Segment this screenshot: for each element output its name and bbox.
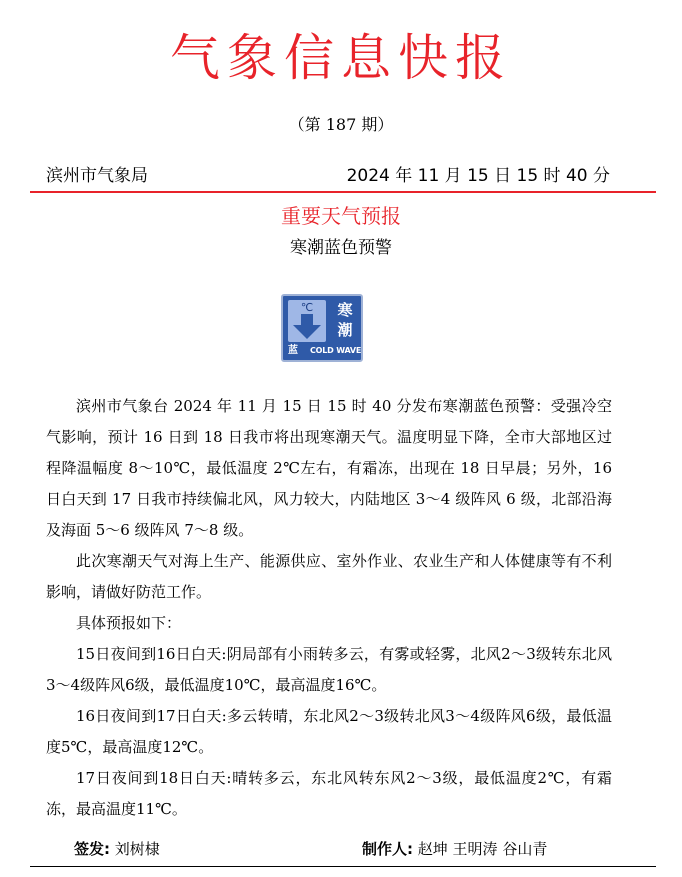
issue-number: （第 187 期） — [288, 115, 394, 134]
paragraph-forecast-day1: 15日夜间到16日白天:阴局部有小雨转多云，有雾或轻雾，北风2～3级转东北风3～4级阵风6级，最低温度10℃，最高温度16℃。 — [46, 645, 612, 694]
issue-datetime: 2024 年 11 月 15 日 15 时 40 分 — [346, 166, 610, 186]
issuer-label: 签发: — [74, 840, 110, 858]
badge-char-tide: 潮 — [337, 321, 353, 339]
thermometer-panel — [288, 300, 326, 342]
cold-wave-blue-warning-badge — [281, 294, 363, 362]
issuer-name: 滨州市气象局 — [46, 166, 148, 186]
badge-english: COLD WAVE — [310, 346, 362, 355]
paragraph-forecast-day3: 17日夜间到18日白天:晴转多云，东北风转东风2～3级，最低温度2℃，有霜冻，最高温度11℃。 — [46, 769, 612, 818]
paragraph-forecast-day2: 16日夜间到17日白天:多云转晴，东北风2～3级转北风3～4级阵风6级，最低温度5℃，最高温度12℃。 — [46, 707, 612, 756]
paragraph-forecast-intro: 具体预报如下： — [76, 614, 182, 632]
issuer-signature: 刘树棣 — [114, 840, 160, 858]
warning-title: 寒潮蓝色预警 — [290, 238, 392, 258]
header-divider — [30, 191, 656, 193]
badge-char-cold: 寒 — [337, 301, 353, 319]
author-names: 赵坤 王明涛 谷山青 — [417, 840, 548, 858]
paragraph-summary: 滨州市气象台 2024 年 11 月 15 日 15 时 40 分发布寒潮蓝色预警：受强冷空气影响，预计 16 日到 18 日我市将出现寒潮天气。温度明显下降，全市大部地区过程降温幅度 8～10℃，最低温度 2℃左右，有霜冻，出现在 18 日早晨；另外，16 日白天到 17 日我市持续偏北风，风力较大，内陆地区 3～4 级阵风 6 级，北部沿海及海面 5～6 级阵风 7～8 级。 — [46, 397, 612, 539]
down-arrow-icon — [292, 314, 322, 340]
author-label: 制作人: — [362, 840, 413, 858]
footer-divider — [30, 866, 656, 867]
headline: 重要天气预报 — [281, 204, 401, 228]
celsius-unit: ℃ — [300, 301, 314, 314]
paragraph-impact: 此次寒潮天气对海上生产、能源供应、室外作业、农业生产和人体健康等有不利影响，请做好防范工作。 — [46, 552, 612, 601]
masthead-title: 气象信息快报 — [170, 29, 512, 87]
warning-level: 蓝 — [288, 345, 298, 356]
signoff-issuer — [74, 838, 160, 860]
badge-characters — [330, 300, 360, 340]
signoff-authors — [362, 838, 547, 860]
bulletin-body — [46, 391, 612, 825]
